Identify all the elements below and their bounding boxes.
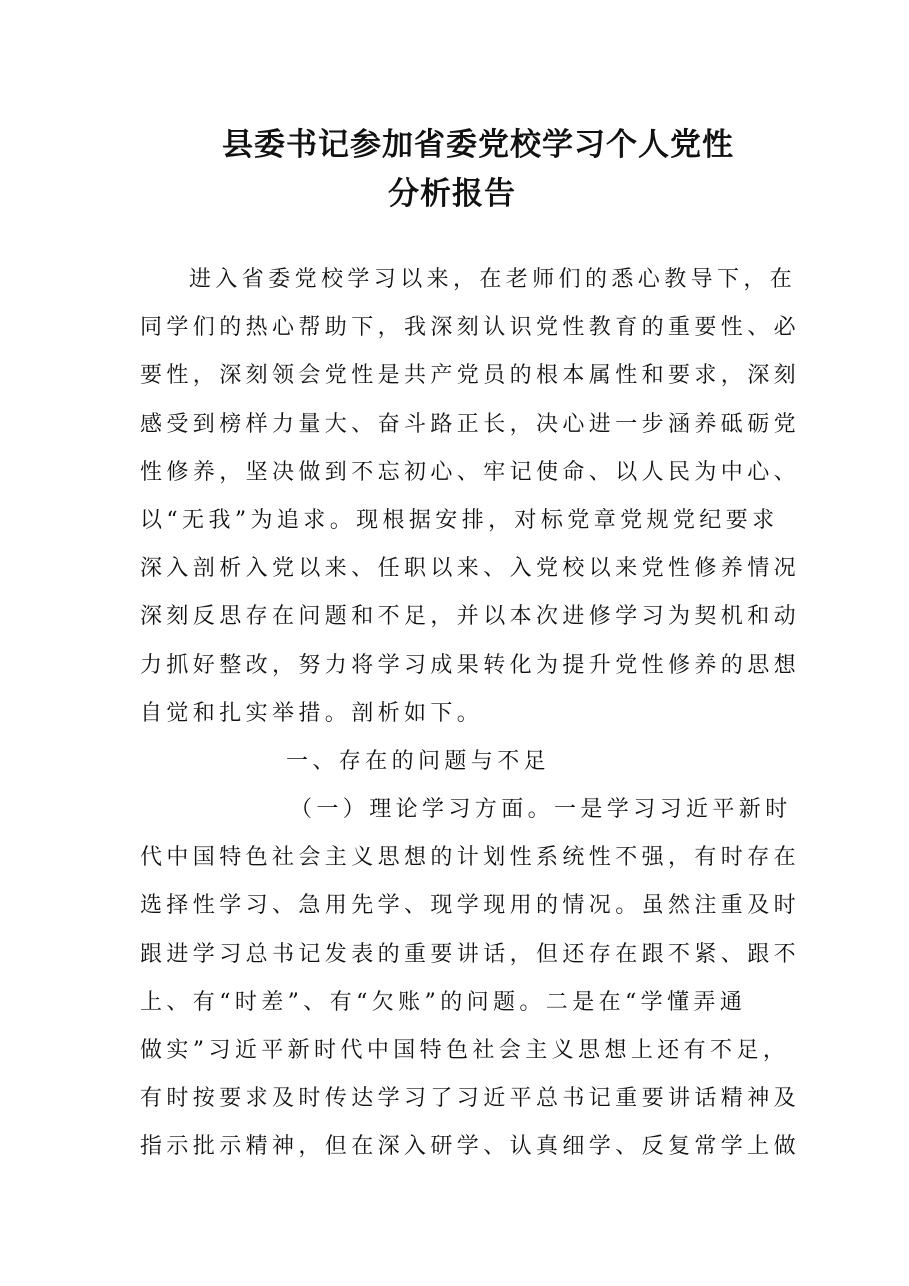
paragraph-line: 进入省委党校学习以来，在老师们的悉心教导下，在 [189, 267, 797, 292]
paragraph-line: 自觉和扎实举措。剖析如下。 [140, 700, 484, 726]
paragraph-line: 深刻反思存在问题和不足，并以本次进修学习为契机和动 [140, 604, 801, 630]
paragraph-line: 跟进学习总书记发表的重要讲话，但还存在跟不紧、跟不 [140, 941, 801, 967]
paragraph-line: 深入剖析入党以来、任职以来、入党校以来党性修养情况 [140, 556, 801, 582]
paragraph-line: 力抓好整改，努力将学习成果转化为提升党性修养的思想 [140, 652, 801, 678]
section-heading: 一、存在的问题与不足 [286, 748, 551, 774]
paragraph-line: 感受到榜样力量大、奋斗路正长，决心进一步涵养砥砺党 [140, 411, 801, 437]
paragraph-line: 要性，深刻领会党性是共产党员的根本属性和要求，深刻 [140, 363, 801, 389]
paragraph-line: 上、有“时差”、有“欠账”的问题。二是在“学懂弄通 [140, 989, 747, 1015]
paragraph-line: 以“无我”为追求。现根据安排，对标党章党规党纪要求 [140, 507, 779, 533]
paragraph-line: 指示批示精神，但在深入研学、认真细学、反复常学上做 [140, 1134, 801, 1160]
paragraph-line: 做实”习近平新时代中国特色社会主义思想上还有不足， [140, 1038, 790, 1063]
subsection-line: （一）理论学习方面。一是学习习近平新时 [290, 797, 792, 823]
paragraph-line: 代中国特色社会主义思想的计划性系统性不强，有时存在 [140, 845, 801, 871]
paragraph-line: 选择性学习、急用先学、现学现用的情况。虽然注重及时 [140, 893, 801, 919]
document-title-line-1: 县委书记参加省委党校学习个人党性 [222, 127, 734, 163]
paragraph-line: 同学们的热心帮助下，我深刻认识党性教育的重要性、必 [140, 315, 801, 341]
paragraph-line: 性修养，坚决做到不忘初心、牢记使命、以人民为中心、 [140, 459, 801, 485]
paragraph-line: 有时按要求及时传达学习了习近平总书记重要讲话精神及 [140, 1086, 801, 1112]
document-title-line-2: 分析报告 [388, 176, 516, 212]
document-body [140, 256, 801, 1172]
